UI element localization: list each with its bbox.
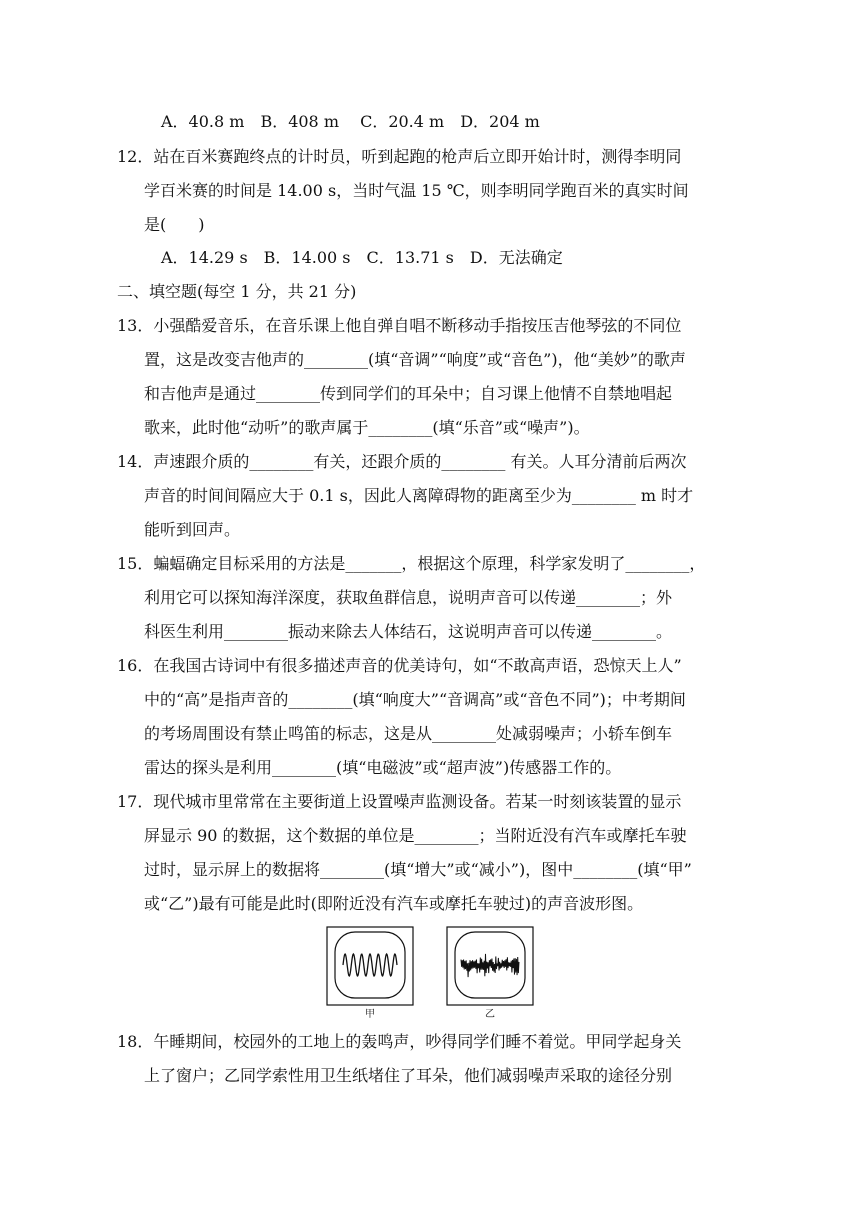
- q14-stem-end: 能听到回声。: [144, 520, 241, 539]
- q13-stem: 13．小强酷爱音乐，在音乐课上他自弹自唱不断移动手指按压吉他琴弦的不同位: [117, 316, 682, 335]
- waveform-figure: [326, 926, 536, 1018]
- q16-stem-end: 雷达的探头是利用________(填“电磁波”或“超声波”)传感器工作的。: [144, 758, 622, 777]
- q17-stem-end: 或“乙”)最有可能是此时(即附近没有汽车或摩托车驶过)的声音波形图。: [144, 894, 644, 913]
- screen-left: [335, 932, 405, 998]
- q15-stem-end: 科医生利用________振动来除去人体结石，这说明声音可以传递________。: [144, 622, 673, 641]
- q12-stem: 12．站在百米赛跑终点的计时员，听到起跑的枪声后立即开始计时，测得李明同: [117, 147, 682, 166]
- q16-stem-cont: 中的“高”是指声音的________(填“响度大”“音调高”或“音色不同”)；中考期间: [144, 690, 686, 709]
- q17-stem-cont: 过时，显示屏上的数据将________(填“增大”或“减小”)，图中________(填“甲”: [144, 860, 692, 879]
- q14-stem: 14．声速跟介质的________有关，还跟介质的________ 有关。人耳分清前后两次: [117, 452, 687, 471]
- q13-stem-cont: 置，这是改变吉他声的________(填“音调”“响度”或“音色”)，他“美妙”的歌声: [144, 350, 686, 369]
- q15-stem: 15．蝙蝠确定目标采用的方法是_______，根据这个原理，科学家发明了________，: [117, 554, 706, 573]
- q12-options: A．14.29 s B．14.00 s C．13.71 s D．无法确定: [161, 248, 563, 267]
- q15-stem-cont: 利用它可以探知海洋深度，获取鱼群信息，说明声音可以传递________；外: [144, 588, 673, 607]
- q13-stem-cont: 和吉他声是通过________传到同学们的耳朵中；自习课上他情不自禁地唱起: [144, 384, 673, 403]
- label-jia: 甲: [365, 1009, 375, 1020]
- section-heading: 二、填空题(每空 1 分，共 21 分): [117, 282, 357, 301]
- q12-stem-cont: 学百米赛的时间是 14.00 s，当时气温 15 ℃，则李明同学跑百米的真实时间: [144, 181, 689, 200]
- q12-stem-end: 是( ): [144, 215, 205, 234]
- q11-options: A．40.8 m B．408 m C．20.4 m D．204 m: [161, 112, 540, 131]
- waveform-diagram: [326, 926, 536, 1006]
- q14-stem-cont: 声音的时间间隔应大于 0.1 s，因此人离障碍物的距离至少为________ m 时才: [144, 486, 694, 505]
- q17-stem-cont: 屏显示 90 的数据，这个数据的单位是________；当附近没有汽车或摩托车驶: [144, 826, 687, 845]
- q18-stem-cont: 上了窗户；乙同学索性用卫生纸堵住了耳朵，他们减弱噪声采取的途径分别: [144, 1066, 673, 1085]
- q16-stem: 16．在我国古诗词中有很多描述声音的优美诗句，如“不敢高声语，恐惊天上人”: [117, 656, 682, 675]
- q18-stem: 18．午睡期间，校园外的工地上的轰鸣声，吵得同学们睡不着觉。甲同学起身关: [117, 1032, 682, 1051]
- q16-stem-cont: 的考场周围设有禁止鸣笛的标志，这是从________处减弱噪声；小轿车倒车: [144, 724, 673, 743]
- q17-stem: 17．现代城市里常常在主要街道上设置噪声监测设备。若某一时刻该装置的显示: [117, 792, 682, 811]
- label-yi: 乙: [485, 1009, 495, 1020]
- q13-stem-end: 歌来，此时他“动听”的歌声属于________(填“乐音”或“噪声”)。: [144, 418, 590, 437]
